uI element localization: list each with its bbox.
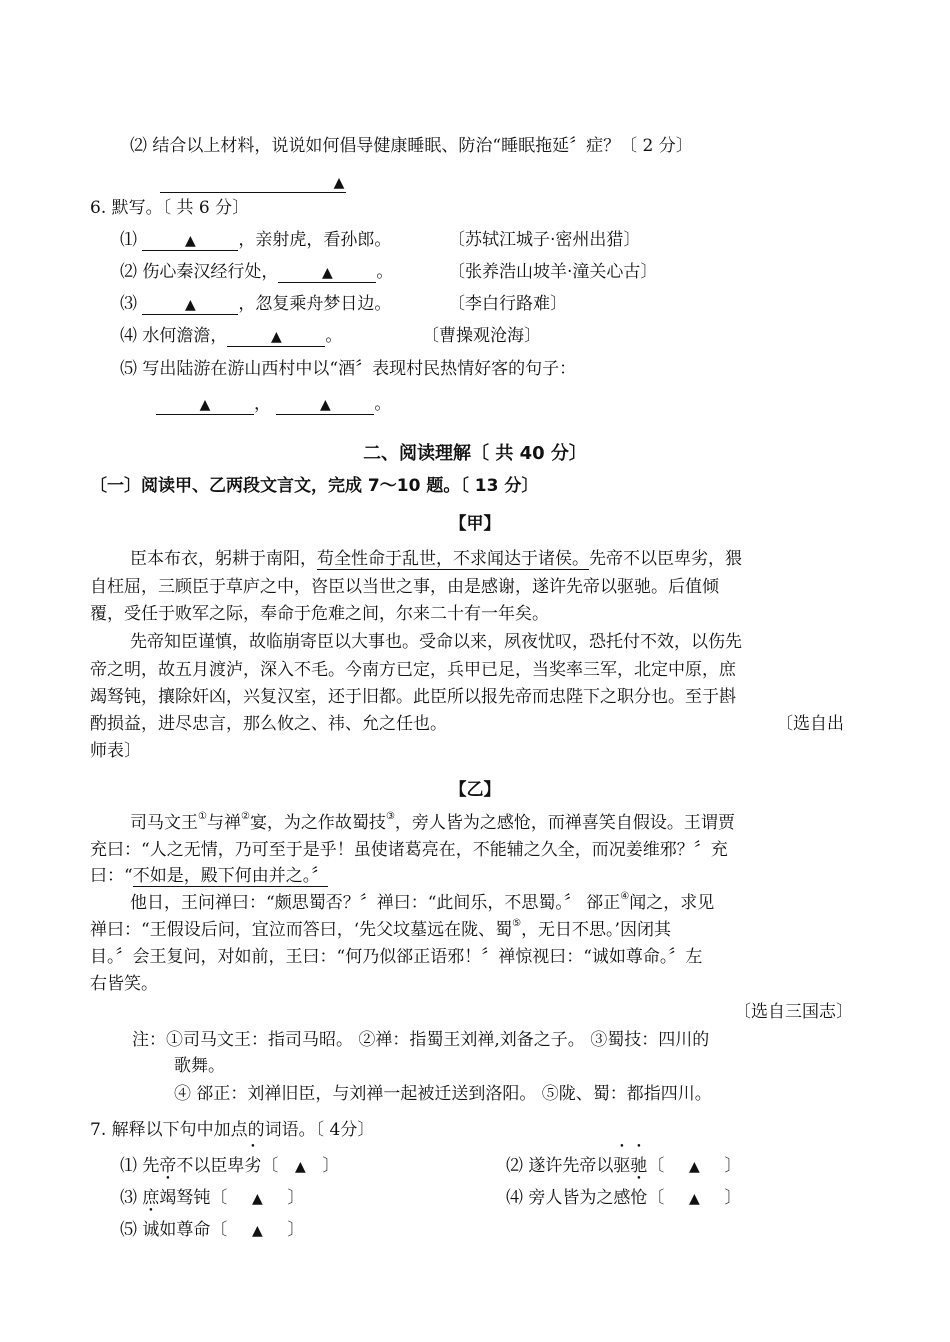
footnote-mark: ② — [240, 811, 250, 822]
triangle-icon: ▲ — [185, 297, 196, 313]
q7-item-5: ⑸ 诚如尊命〔 ▲ 〕 — [120, 1220, 305, 1240]
q7-item-4: ⑷ 旁人皆为之感怆〔 ▲ 〕 — [506, 1188, 742, 1208]
triangle-icon: ▲ — [185, 233, 196, 249]
q6-item-5-prompt: ⑸ 写出陆游在游山西村中以“酒〞表现村民热情好客的句子： — [120, 359, 577, 379]
answer-blank[interactable] — [156, 394, 254, 415]
passage-yi-title: 【乙】 — [449, 780, 501, 800]
underlined-sentence: 不如是，殿下何由并之。〞 — [132, 866, 329, 886]
passage-jia-line: 竭驽钝，攘除奸凶，兴复汉室，还于旧都。此臣所以报先帝而忠陛下之职分也。至于斟 — [90, 687, 736, 707]
q6-item-1-source: 〔苏轼江城子·密州出猎〕 — [448, 230, 641, 250]
q6-item-1 — [120, 228, 391, 252]
footnote-mark: ① — [198, 811, 207, 822]
answer-slot[interactable] — [278, 1156, 322, 1176]
passage-yi-line: 目。〞会王复问，对如前，王曰：“何乃似郤正语邪！〞禅惊视曰：“诚如尊命。〞左 — [90, 947, 703, 967]
underlined-sentence: 苟全性命于乱世，不求闻达于诸侯。 — [317, 549, 589, 569]
item-text: ⑷ 水何澹澹， — [120, 326, 228, 346]
answer-slot[interactable] — [227, 1188, 287, 1208]
passage-jia-line: 自枉屈，三顾臣于草庐之中，咨臣以当世之事，由是感谢，遂许先帝以驱驰。后值倾 — [90, 577, 719, 597]
answer-slot[interactable] — [227, 1220, 287, 1240]
q6-item-3 — [120, 292, 391, 316]
passage-yi-line: 禅曰：“王假设后问，宜泣而答曰，‘先父坟墓远在陇、蜀⑤，无日不思。’因闭其 — [90, 918, 671, 940]
end-mark: 。 — [374, 394, 392, 414]
passage-jia-line: 先帝知臣谨慎，故临崩寄臣以大事也。受命以来，夙夜忧叹，恐托付不效，以伤先 — [130, 632, 742, 652]
footnote-mark: ③ — [385, 811, 395, 822]
q5-2-answer-line[interactable] — [160, 170, 346, 194]
passage-jia-source: 〔选自出 — [776, 714, 844, 734]
triangle-icon: ▲ — [252, 1223, 263, 1239]
passage-jia-source: 师表〕 — [90, 741, 141, 761]
answer-slot[interactable] — [664, 1188, 724, 1208]
passage-yi-line: 司马文王①与禅②宴，为之作故蜀技③，旁人皆为之感怆，而禅喜笑自假设。王谓贾 — [130, 811, 735, 833]
passage-yi-line: 右皆笑。 — [90, 974, 158, 994]
q6-item-2 — [120, 260, 393, 284]
q5-2-question: ⑵ 结合以上材料，说说如何倡导健康睡眠、防治“睡眠拖延〞症？〔 2 分〕 — [130, 136, 693, 156]
triangle-icon: ▲ — [271, 329, 282, 345]
part-1-instruction: 〔一〕阅读甲、乙两段文言文，完成 7～10 题。〔 13 分〕 — [90, 476, 539, 496]
dotted-word: 诚 — [142, 1220, 160, 1240]
footnote-mark: ④ — [620, 891, 630, 902]
passage-yi-source: 〔选自三国志〕 — [734, 1002, 853, 1022]
item-number: ⑴ — [120, 230, 137, 250]
q6-item-2-source: 〔张养浩山坡羊·潼关心古〕 — [448, 262, 658, 282]
q6-item-5-answers — [156, 392, 391, 416]
dotted-word: 驱 — [613, 1156, 631, 1176]
passage-jia-line: 帝之明，故五月渡泸，深入不毛。今南方已定，兵甲已足，当奖率三军，北定中原，庶 — [90, 660, 736, 680]
answer-blank[interactable] — [276, 394, 374, 415]
q6-item-4-source: 〔曹操观沧海〕 — [422, 326, 541, 346]
triangle-icon: ▲ — [333, 175, 345, 191]
passage-jia-line: 臣本布衣，躬耕于南阳，苟全性命于乱世，不求闻达于诸侯。先帝不以臣卑劣，猥 — [130, 549, 742, 569]
passage-yi-line: 他日，王问禅曰：“颇思蜀否？〞禅曰：“此间乐，不思蜀。〞 郤正④闻之，求见 — [130, 891, 715, 913]
q6-item-3-source: 〔李白行路难〕 — [448, 294, 567, 314]
item-text: 。 — [376, 262, 394, 282]
item-number: ⑶ — [120, 294, 137, 314]
q7-title: 7. 解释以下句中加点的词语。〔 4分〕 — [90, 1120, 375, 1140]
item-text: 。 — [325, 326, 343, 346]
answer-blank[interactable] — [278, 262, 376, 283]
dotted-word: 劣 — [244, 1156, 262, 1176]
triangle-icon: ▲ — [689, 1191, 700, 1207]
triangle-icon: ▲ — [689, 1159, 700, 1175]
answer-blank[interactable] — [142, 294, 238, 315]
q6-title: 6. 默写。〔 共 6 分〕 — [90, 198, 250, 218]
triangle-icon: ▲ — [320, 397, 331, 413]
footnote-mark: ⑤ — [512, 918, 522, 929]
separator: ， — [254, 394, 271, 414]
q7-item-1: ⑴ 先帝不以臣卑劣〔 ▲ 〕 — [120, 1156, 340, 1176]
dotted-word: 驰 — [630, 1156, 648, 1176]
passage-jia-line: 覆，受任于败军之际，奉命于危难之间，尔来二十有一年矣。 — [90, 604, 549, 624]
triangle-icon: ▲ — [252, 1191, 263, 1207]
item-text: ，忽复乘舟梦日边。 — [238, 294, 392, 314]
q7-item-2: ⑵ 遂许先帝以驱驰〔 ▲ 〕 — [506, 1156, 742, 1176]
dotted-word: 竭 — [159, 1188, 177, 1208]
passage-jia-title: 【甲】 — [449, 514, 501, 534]
notes-line: ④ 郤正：刘禅旧臣，与刘禅一起被迁送到洛阳。 ⑤陇、蜀：都指四川。 — [174, 1084, 712, 1104]
answer-slot[interactable] — [664, 1156, 724, 1176]
triangle-icon: ▲ — [295, 1159, 306, 1175]
passage-yi-line: 充曰：“人之无情，乃可至于是乎！虽使诸葛亮在，不能辅之久全，而况姜维邪？〞充 — [90, 840, 728, 860]
notes-line: 注：①司马文王：指司马昭。 ②禅：指蜀王刘禅,刘备之子。 ③蜀技：四川的 — [132, 1030, 710, 1050]
answer-blank[interactable] — [142, 230, 238, 251]
section-2-title: 二、阅读理解〔 共 40 分〕 — [363, 443, 587, 464]
triangle-icon: ▲ — [199, 397, 211, 413]
passage-yi-line: 曰：“不如是，殿下何由并之。〞 — [90, 866, 329, 886]
answer-blank[interactable] — [227, 326, 325, 347]
dotted-word: 怆 — [630, 1188, 648, 1208]
item-text: ⑵ 伤心秦汉经行处， — [120, 262, 279, 282]
q6-item-4 — [120, 324, 342, 348]
item-text: ，亲射虎，看孙郎。 — [238, 230, 392, 250]
triangle-icon: ▲ — [322, 265, 333, 281]
notes-line: 歌舞。 — [174, 1056, 225, 1076]
passage-jia-line: 酌损益，进尽忠言，那么攸之、祎、允之任也。 — [90, 714, 447, 734]
q7-item-3: ⑶ 庶竭驽钝〔 ▲ 〕 — [120, 1188, 305, 1208]
